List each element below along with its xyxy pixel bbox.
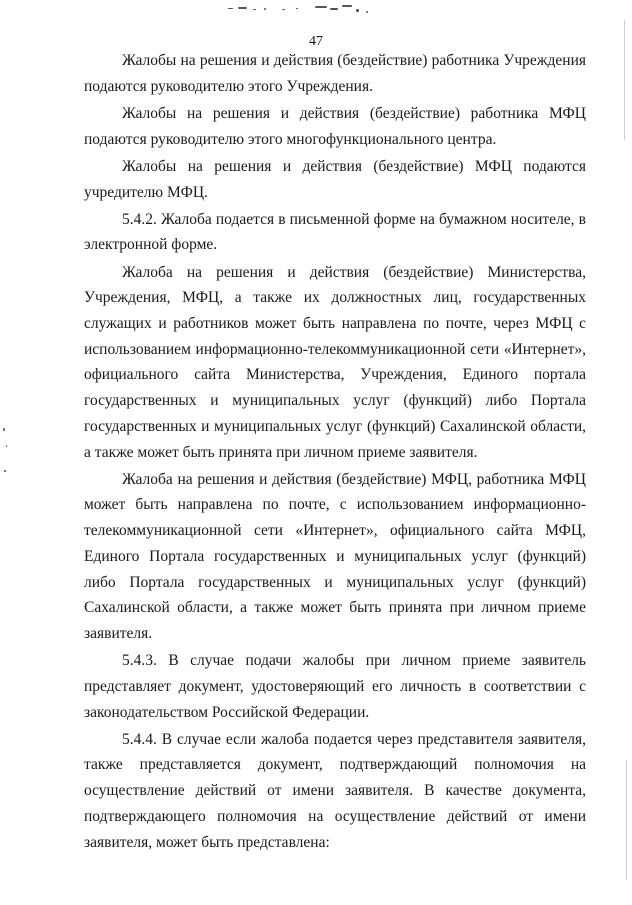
- paragraph: Жалоба на решения и действия (бездействие) МФЦ, работника МФЦ может быть направлена по почте, с использованием информационно-телекоммуникационной сети «Интернет», официального сайта МФЦ, Единого Портала государственных и муниципальных услуг (функций) либо Портала государственных и муниципальных услуг (функций) Сахалинской области, а также может быть принята при личном приеме заявителя.: [84, 470, 586, 642]
- paragraph: Жалобы на решения и действия (бездействие) МФЦ подаются учредителю МФЦ.: [84, 157, 586, 201]
- paragraph: Жалобы на решения и действия (бездействие) работника Учреждения подаются руководителю этого Учреждения.: [84, 52, 586, 95]
- paragraph: 5.4.2. Жалоба подается в письменной форме на бумажном носителе, в электронной форме.: [84, 210, 586, 254]
- paragraph: 5.4.4. В случае если жалоба подается через представителя заявителя, также представляется документ, подтверждающий полномочия на осуществление действий от имени заявителя. В качестве документа, подтверждающего полномочия на осуществление действий от имени заявителя, может быть представлена:: [84, 730, 586, 851]
- paragraph: Жалобы на решения и действия (бездействие) работника МФЦ подаются руководителю этого многофункционального центра.: [84, 104, 586, 148]
- page-number: 47: [309, 34, 323, 49]
- document-body: [84, 48, 586, 857]
- paragraph: 5.4.3. В случае подачи жалобы при личном приеме заявитель представляет документ, удостоверяющий его личность в соответствии с законодательством Российской Федерации.: [84, 652, 586, 721]
- paragraph: Жалоба на решения и действия (бездействие) Министерства, Учреждения, МФЦ, а также их должностных лиц, государственных служащих и работников может быть направлена по почте, через МФЦ с использованием информационно-телекоммуникационной сети «Интернет», официального сайта Министерства, Учреждения, Единого портала государственных и муниципальных услуг (функций) либо Портала государственных и муниципальных услуг (функций) Сахалинской области, а также может быть принята при личном приеме заявителя.: [84, 263, 586, 461]
